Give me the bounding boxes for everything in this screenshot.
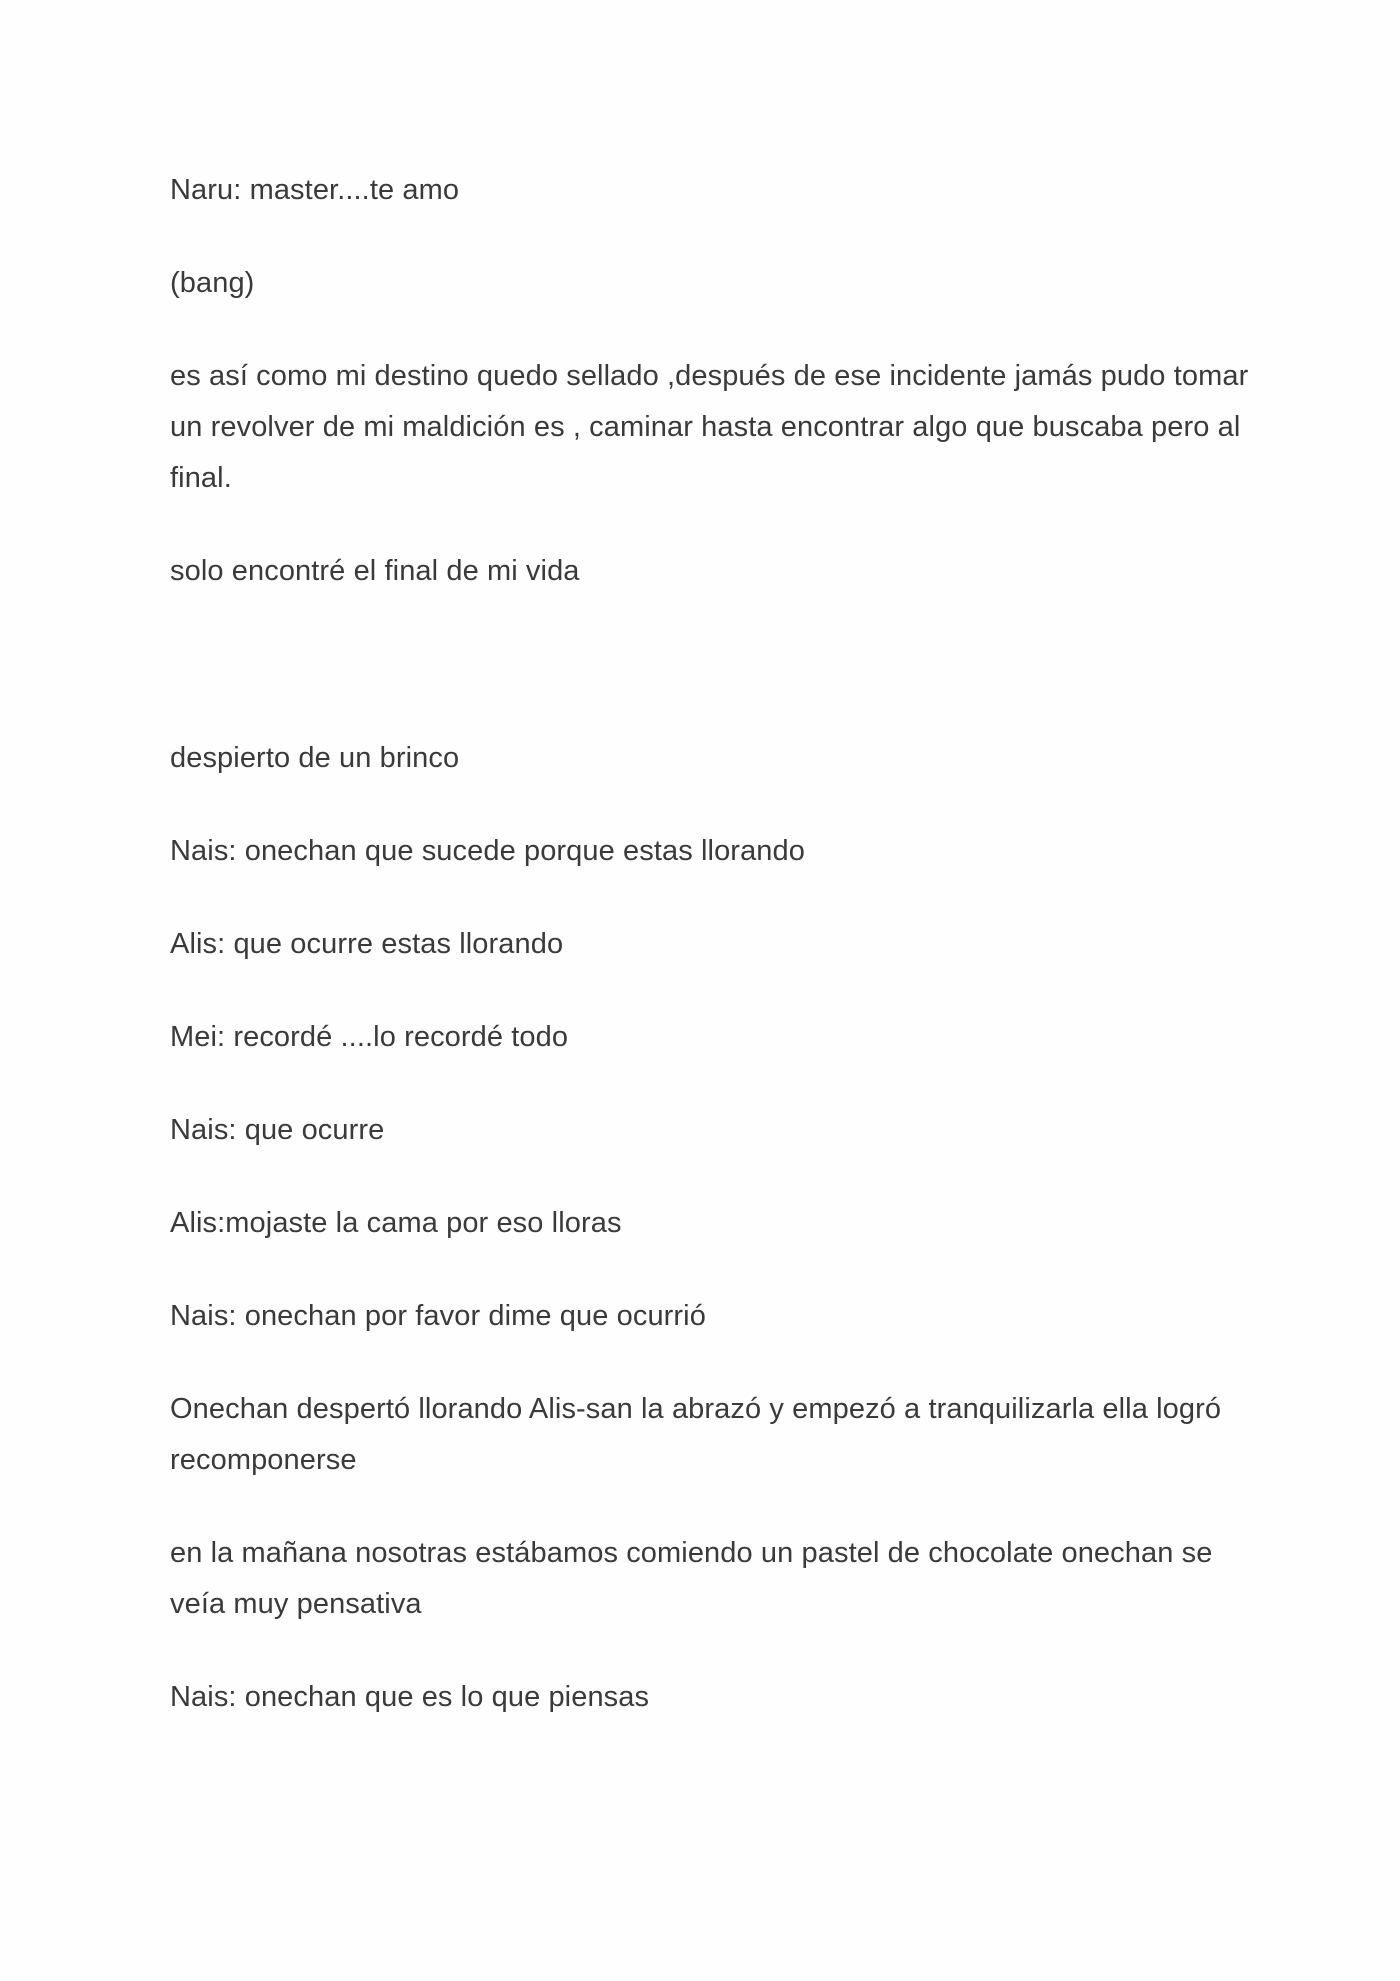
paragraph: Alis:mojaste la cama por eso lloras [170, 1207, 622, 1239]
paragraph: Nais: onechan que es lo que piensas [170, 1681, 650, 1713]
paragraph: solo encontré el final de mi vida [170, 555, 580, 587]
blank-gap [170, 639, 1250, 733]
paragraph: en la mañana nosotras estábamos comiendo un pastel de chocolate onechan se veía muy pensativa [170, 1537, 1221, 1620]
paragraph: Nais: que ocurre [170, 1114, 385, 1146]
paragraph: (bang) [170, 267, 255, 299]
paragraph: Nais: onechan por favor dime que ocurrió [170, 1300, 706, 1332]
paragraph: es así como mi destino quedo sellado ,después de ese incidente jamás pudo tomar un revolver de mi maldición es , caminar hasta encontrar algo que buscaba pero al final. [170, 360, 1257, 494]
text-column [170, 165, 1257, 1765]
paragraph: Alis: que ocurre estas llorando [170, 928, 564, 960]
paragraph: Mei: recordé ....lo recordé todo [170, 1021, 569, 1053]
paragraph: despierto de un brinco [170, 742, 460, 774]
paragraph: Naru: master....te amo [170, 174, 460, 206]
paragraph: Onechan despertó llorando Alis-san la abrazó y empezó a tranquilizarla ella logró recomponerse [170, 1393, 1230, 1476]
paragraph: Nais: onechan que sucede porque estas llorando [170, 835, 805, 867]
